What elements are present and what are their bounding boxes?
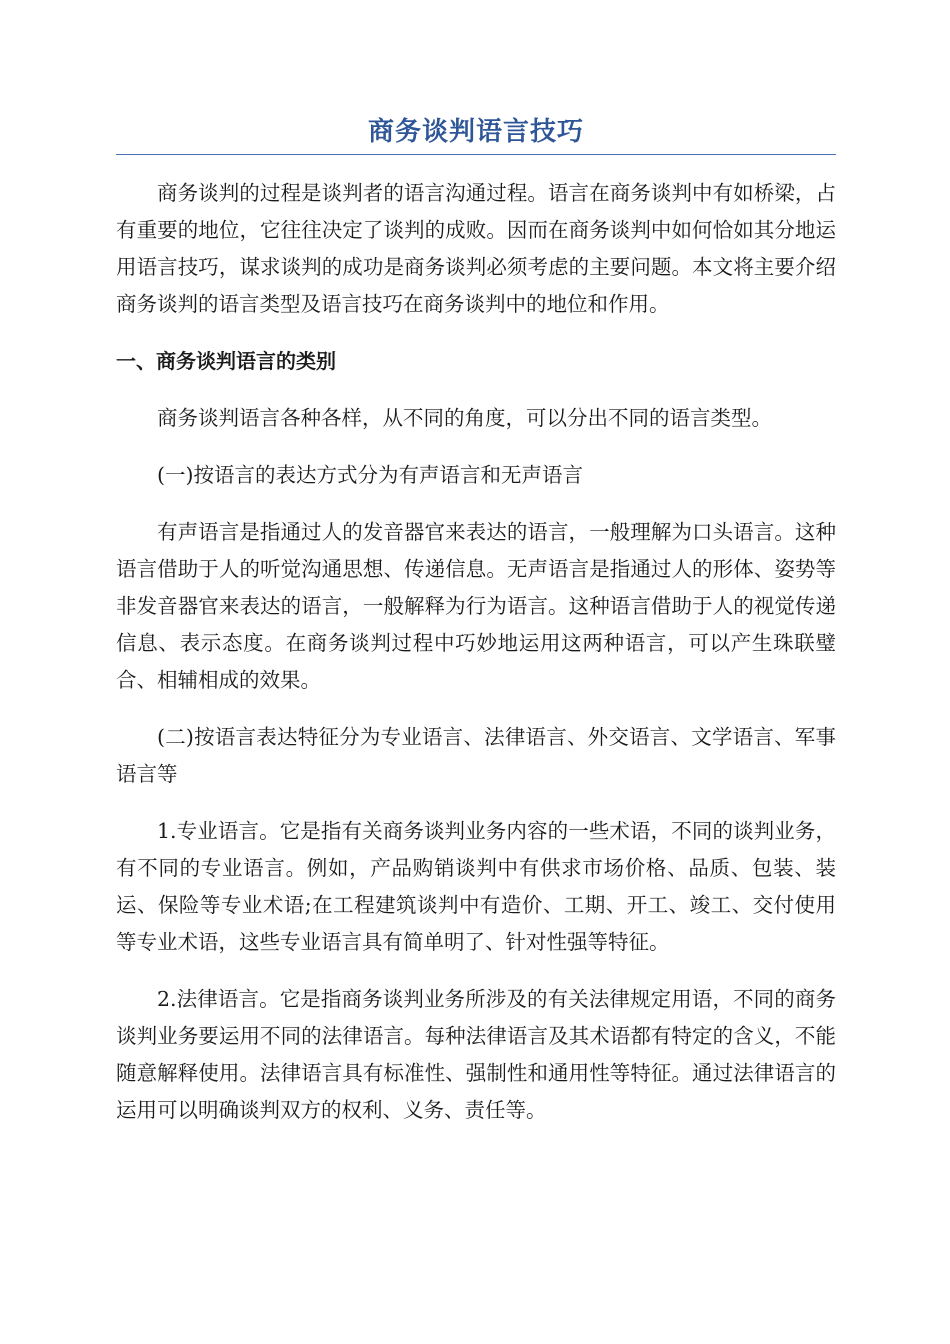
- document-page: [116, 112, 836, 1149]
- section-heading-1: 一、商务谈判语言的类别: [116, 349, 336, 373]
- section-lead-paragraph: 商务谈判语言各种各样，从不同的角度，可以分出不同的语言类型。: [157, 406, 772, 430]
- subsection-body-1: 有声语言是指通过人的发音器官来表达的语言，一般理解为口头语言。这种语言借助于人的听觉沟通思想、传递信息。无声语言是指通过人的形体、姿势等非发音器官来表达的语言，一般解释为行为语言。这种语言借助于人的视觉传递信息、表示态度。在商务谈判过程中巧妙地运用这两种语言，可以产生珠联璧合、相辅相成的效果。: [116, 520, 836, 692]
- list-item-legal-language: 2.法律语言。它是指商务谈判业务所涉及的有关法律规定用语，不同的商务谈判业务要运用不同的法律语言。每种法律语言及其术语都有特定的含义，不能随意解释使用。法律语言具有标准性、强制性和通用性等特征。通过法律语言的运用可以明确谈判双方的权利、义务、责任等。: [116, 987, 836, 1122]
- page-title: 商务谈判语言技巧: [367, 117, 584, 147]
- list-item-professional-language: 1.专业语言。它是指有关商务谈判业务内容的一些术语，不同的谈判业务，有不同的专业语言。例如，产品购销谈判中有供求市场价格、品质、包装、装运、保险等专业术语;在工程建筑谈判中有造价、工期、开工、竣工、交付使用等专业术语，这些专业语言具有简单明了、针对性强等特征。: [116, 819, 836, 954]
- intro-paragraph: 商务谈判的过程是谈判者的语言沟通过程。语言在商务谈判中有如桥梁，占有重要的地位，它往往决定了谈判的成败。因而在商务谈判中如何恰如其分地运用语言技巧，谋求谈判的成功是商务谈判必须考虑的主要问题。本文将主要介绍商务谈判的语言类型及语言技巧在商务谈判中的地位和作用。: [116, 181, 836, 316]
- subsection-heading-2: (二)按语言表达特征分为专业语言、法律语言、外交语言、文学语言、军事语言等: [116, 725, 836, 786]
- subsection-heading-1: (一)按语言的表达方式分为有声语言和无声语言: [157, 463, 583, 487]
- title-divider: [116, 154, 836, 155]
